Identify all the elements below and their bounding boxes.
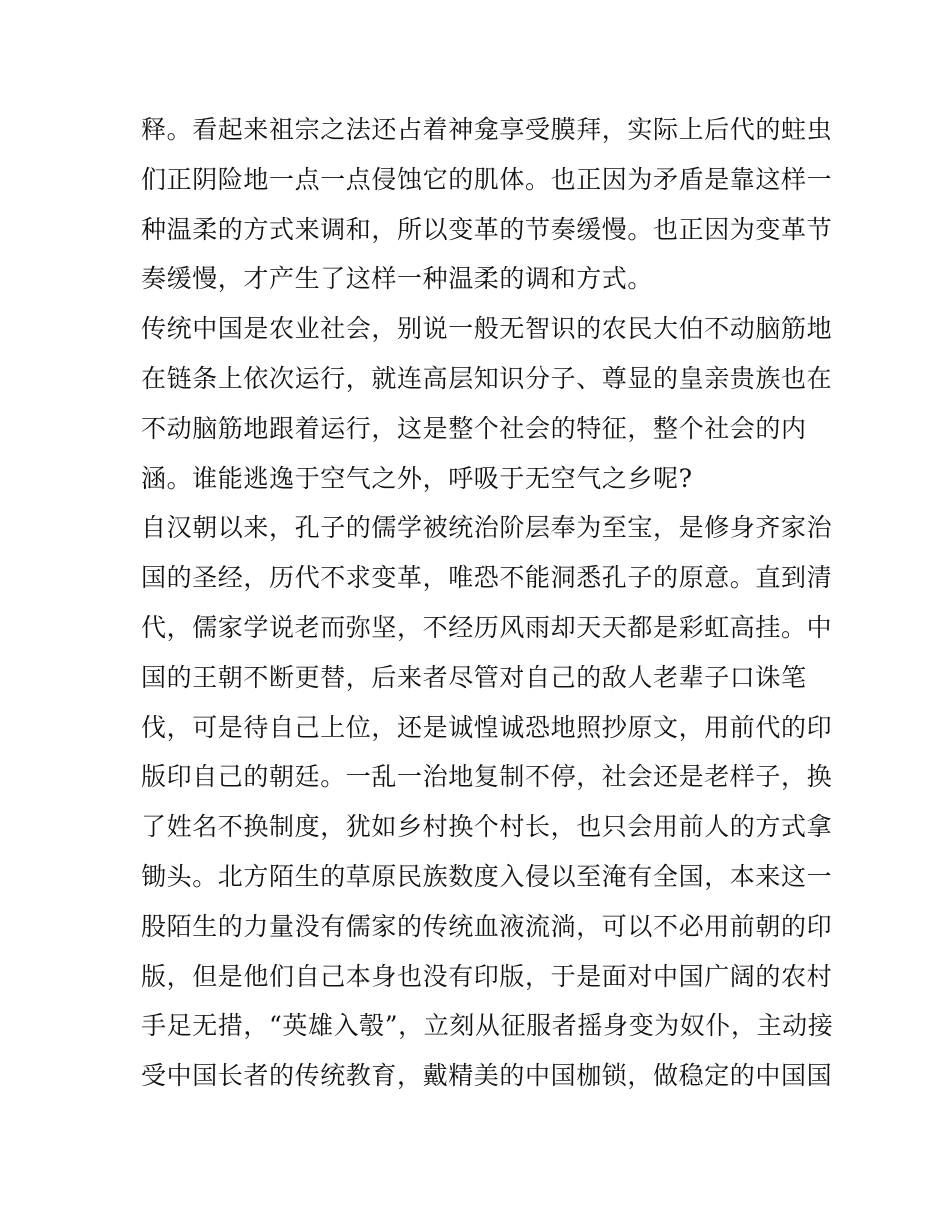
text-line: 传统中国是农业社会，别说一般无智识的农民大伯不动脑筋地 [141,314,833,344]
text-line: 自汉朝以来，孔子的儒学被统治阶层奉为至宝，是修身齐家治 [141,513,833,543]
text-line: 国的圣经，历代不求变革，唯恐不能洞悉孔子的原意。直到清 [141,563,833,593]
text-line: 了姓名不换制度，犹如乡村换个村长，也只会用前人的方式拿 [141,812,833,842]
text-line: 在链条上依次运行，就连高层知识分子、尊显的皇亲贵族也在 [141,363,833,393]
text-line: 锄头。北方陌生的草原民族数度入侵以至淹有全国，本来这一 [141,861,833,891]
body-text [141,105,834,1101]
text-line: 不动脑筋地跟着运行，这是整个社会的特征，整个社会的内 [141,413,807,443]
text-line: 伐，可是待自己上位，还是诚惶诚恐地照抄原文，用前代的印 [141,712,833,742]
text-line: 们正阴险地一点一点侵蚀它的肌体。也正因为矛盾是靠这样一 [141,164,833,194]
text-line: 股陌生的力量没有儒家的传统血液流淌，可以不必用前朝的印 [141,911,833,941]
text-line: 手足无措，“英雄入彀”，立刻从征服者摇身变为奴仆，主动接 [141,1011,834,1041]
text-line: 受中国长者的传统教育，戴精美的中国枷锁，做稳定的中国国 [141,1061,833,1091]
text-line: 种温柔的方式来调和，所以变革的节奏缓慢。也正因为变革节 [141,214,833,244]
text-line: 涵。谁能逃逸于空气之外，呼吸于无空气之乡呢? [141,463,693,493]
text-line: 奏缓慢，才产生了这样一种温柔的调和方式。 [141,264,654,294]
text-line: 版，但是他们自己本身也没有印版，于是面对中国广阔的农村 [141,961,833,991]
text-line: 版印自己的朝廷。一乱一治地复制不停，社会还是老样子，换 [141,762,833,792]
text-line: 国的王朝不断更替，后来者尽管对自己的敌人老辈子口诛笔 [141,662,807,692]
text-line: 代，儒家学说老而弥坚，不经历风雨却天天都是彩虹高挂。中 [141,612,833,642]
text-line: 释。看起来祖宗之法还占着神龛享受膜拜，实际上后代的蛀虫 [141,115,833,144]
